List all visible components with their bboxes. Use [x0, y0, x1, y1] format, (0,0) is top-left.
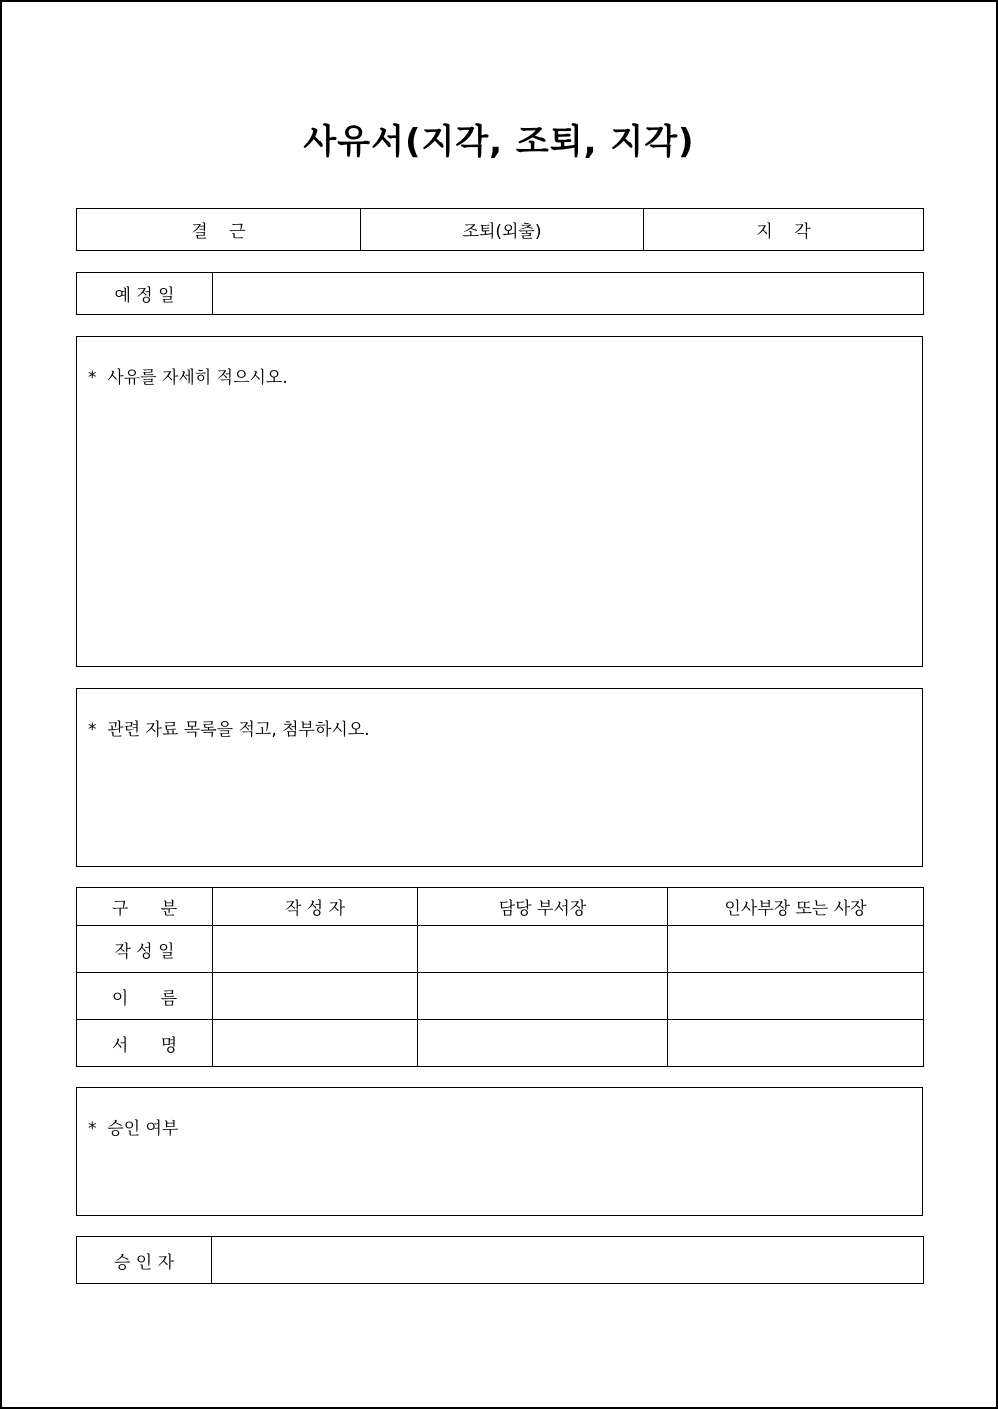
row-label-signature: 서 명: [77, 1020, 213, 1067]
signature-header-row: [77, 888, 924, 926]
signature-table: [76, 887, 924, 1067]
attachment-note: * 관련 자료 목록을 적고, 첨부하시오.: [88, 720, 370, 740]
signature-dept-head-cell[interactable]: [418, 1020, 668, 1067]
absence-type-table: [76, 208, 924, 251]
signature-writer-cell[interactable]: [213, 1020, 418, 1067]
header-dept-head: 담당 부서장: [418, 888, 668, 926]
row-label-name: 이 름: [77, 973, 213, 1020]
name-dept-head-cell[interactable]: [418, 973, 668, 1020]
document-title: 사유서(지각, 조퇴, 지각): [303, 122, 695, 162]
date-dept-head-cell[interactable]: [418, 926, 668, 973]
attachment-box[interactable]: [76, 688, 923, 867]
approver-field[interactable]: [212, 1237, 924, 1284]
type-early-leave[interactable]: 조퇴(외출): [361, 209, 644, 251]
header-hr-head: 인사부장 또는 사장: [668, 888, 924, 926]
approver-table: [76, 1236, 924, 1284]
header-category: 구 분: [77, 888, 213, 926]
table-row: [77, 926, 924, 973]
table-row: [77, 1020, 924, 1067]
approver-label: 승 인 자: [77, 1237, 212, 1284]
name-hr-head-cell[interactable]: [668, 973, 924, 1020]
date-writer-cell[interactable]: [213, 926, 418, 973]
signature-hr-head-cell[interactable]: [668, 1020, 924, 1067]
type-absence[interactable]: 결 근: [77, 209, 361, 251]
type-late[interactable]: 지 각: [644, 209, 924, 251]
table-row: [77, 973, 924, 1020]
header-writer: 작 성 자: [213, 888, 418, 926]
date-hr-head-cell[interactable]: [668, 926, 924, 973]
absence-type-row: [77, 209, 924, 251]
planned-date-label: 예 정 일: [77, 273, 213, 315]
reason-box[interactable]: [76, 336, 923, 667]
reason-note: * 사유를 자세히 적으시오.: [88, 368, 288, 388]
planned-date-table: [76, 272, 924, 315]
planned-date-field[interactable]: [213, 273, 924, 315]
approval-box[interactable]: [76, 1087, 923, 1216]
approval-note: * 승인 여부: [88, 1119, 179, 1139]
name-writer-cell[interactable]: [213, 973, 418, 1020]
row-label-date: 작 성 일: [77, 926, 213, 973]
